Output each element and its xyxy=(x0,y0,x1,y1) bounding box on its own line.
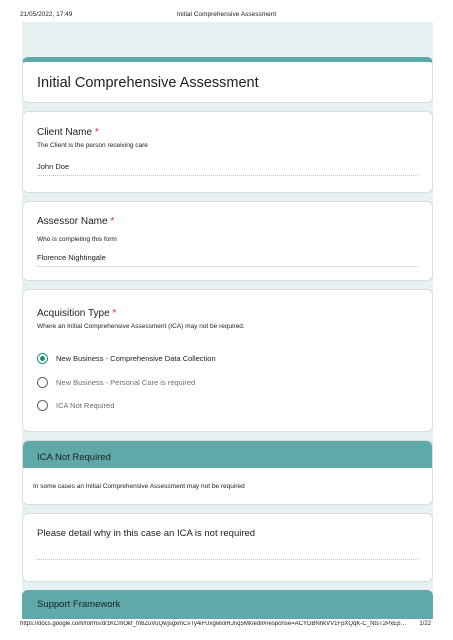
question-title: Assessor Name * xyxy=(37,216,115,227)
form-title: Initial Comprehensive Assessment xyxy=(37,75,259,91)
question-help-text: Where an Initial Comprehensive Assessment (ICA) may not be required. xyxy=(37,323,245,330)
print-page-number: 1/22 xyxy=(419,621,431,627)
radio-checked-icon[interactable] xyxy=(37,353,48,364)
radio-option-comprehensive-data-collection[interactable] xyxy=(37,353,216,364)
question-title: Acquisition Type * xyxy=(37,308,117,319)
required-asterisk: * xyxy=(112,308,117,319)
question-help-text: Who is completing this form xyxy=(37,236,117,243)
radio-option-label: New Business - Comprehensive Data Collection xyxy=(56,354,216,363)
radio-unchecked-icon[interactable] xyxy=(37,400,48,411)
required-asterisk: * xyxy=(110,216,115,227)
print-url: https://docs.google.com/forms/d/1KCmOkf_fn8ZuVuQwjsgxmCvTy4iFUxgwIolRJnq5Mk/edit#response=ACYDBNhkVV1FpXQqK-C_NtsT2PxEp… xyxy=(20,621,407,627)
question-help-text: The Client is the person receiving care xyxy=(37,142,148,149)
question-acquisition-type xyxy=(22,289,433,432)
question-title: Client Name * xyxy=(37,127,99,138)
detail-reason-input[interactable] xyxy=(37,559,418,560)
radio-option-label: ICA Not Required xyxy=(56,401,115,410)
question-assessor-name xyxy=(22,201,433,281)
radio-unchecked-icon[interactable] xyxy=(37,377,48,388)
client-name-input[interactable]: John Doe xyxy=(37,162,418,176)
section-title: Support Framework xyxy=(37,599,121,610)
question-detail-reason xyxy=(22,513,433,582)
print-doc-title: Initial Comprehensive Assessment xyxy=(176,11,277,18)
section-title: ICA Not Required xyxy=(37,452,111,463)
print-header xyxy=(0,0,453,22)
section-header xyxy=(23,441,432,468)
section-support-framework xyxy=(22,590,433,619)
print-datetime: 21/05/2022, 17:49 xyxy=(20,11,73,18)
radio-option-label: New Business - Personal Care is required xyxy=(56,378,196,387)
print-footer xyxy=(0,619,453,633)
section-description: In some cases an Initial Comprehensive Assessment may not be required xyxy=(33,483,245,490)
section-ica-not-required xyxy=(22,440,433,505)
radio-option-personal-care-required[interactable] xyxy=(37,377,195,388)
required-asterisk: * xyxy=(94,127,99,138)
assessor-name-input[interactable]: Florence Nightingale xyxy=(37,253,418,267)
question-title: Please detail why in this case an ICA is not required xyxy=(37,528,256,539)
radio-option-ica-not-required[interactable] xyxy=(37,400,114,411)
question-client-name xyxy=(22,111,433,193)
form-title-card xyxy=(22,57,433,103)
